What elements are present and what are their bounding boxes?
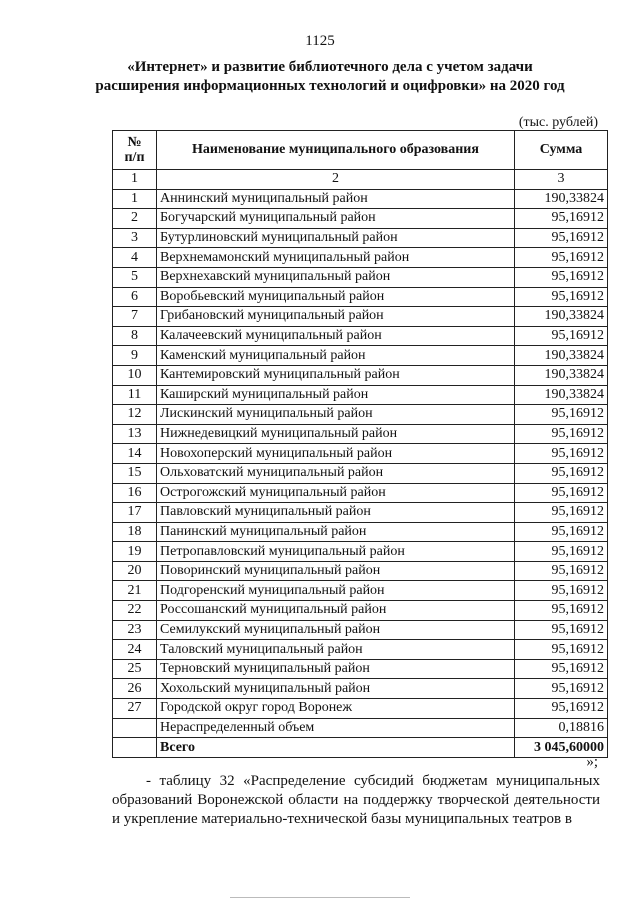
row-sum-cell: 95,16912 [515,503,608,523]
column-index-row [113,170,608,190]
row-sum-cell: 95,16912 [515,601,608,621]
row-name-cell: Нижнедевицкий муниципальный район [157,424,515,444]
table-row [113,287,608,307]
row-number-cell: 2 [113,209,157,229]
row-name-cell: Верхнехавский муниципальный район [157,267,515,287]
heading-line-2: расширения информационных технологий и оцифровки» на 2020 год [95,78,565,94]
table-header-row [113,131,608,170]
row-number-cell: 25 [113,659,157,679]
total-sum-cell: 3 045,60000 [515,738,608,758]
table-row [113,620,608,640]
table-row [113,561,608,581]
row-name-cell: Новохоперский муниципальный район [157,444,515,464]
total-label-cell: Всего [157,738,515,758]
row-sum-cell: 190,33824 [515,365,608,385]
row-sum-cell: 95,16912 [515,424,608,444]
table-row [113,424,608,444]
row-sum-cell: 95,16912 [515,463,608,483]
row-number-cell: 5 [113,267,157,287]
row-sum-cell: 95,16912 [515,248,608,268]
row-sum-cell: 95,16912 [515,640,608,660]
row-number-cell: 17 [113,503,157,523]
row-sum-cell: 95,16912 [515,561,608,581]
row-number-cell [113,718,157,738]
table-row [113,365,608,385]
row-name-cell: Подгоренский муниципальный район [157,581,515,601]
divider [230,897,410,898]
row-sum-cell: 95,16912 [515,483,608,503]
closing-mark: »; [586,754,598,770]
row-sum-cell: 190,33824 [515,346,608,366]
header-name: Наименование муниципального образования [157,131,515,170]
row-number-cell: 22 [113,601,157,621]
row-name-cell: Каширский муниципальный район [157,385,515,405]
row-number-cell: 24 [113,640,157,660]
row-number-cell: 8 [113,326,157,346]
table-row [113,228,608,248]
table-row [113,248,608,268]
table-body [113,170,608,758]
table-row [113,405,608,425]
row-sum-cell: 95,16912 [515,267,608,287]
table-row [113,463,608,483]
header-number-line-2: п/п [124,150,145,165]
row-number-cell: 12 [113,405,157,425]
row-sum-cell: 190,33824 [515,307,608,327]
row-number-cell: 19 [113,542,157,562]
column-index-cell: 1 [113,170,157,190]
row-number-cell: 4 [113,248,157,268]
row-number-cell: 13 [113,424,157,444]
row-number-cell: 15 [113,463,157,483]
table-row [113,659,608,679]
row-name-cell: Павловский муниципальный район [157,503,515,523]
row-sum-cell: 95,16912 [515,699,608,719]
row-name-cell: Острогожский муниципальный район [157,483,515,503]
row-number-cell: 9 [113,346,157,366]
table-row [113,483,608,503]
row-number-cell: 3 [113,228,157,248]
row-sum-cell: 95,16912 [515,228,608,248]
row-sum-cell: 95,16912 [515,209,608,229]
row-number-cell: 1 [113,189,157,209]
table-row [113,640,608,660]
row-sum-cell: 95,16912 [515,444,608,464]
row-number-cell: 20 [113,561,157,581]
table-row [113,679,608,699]
row-number-cell: 23 [113,620,157,640]
row-name-cell: Верхнемамонский муниципальный район [157,248,515,268]
row-name-cell: Россошанский муниципальный район [157,601,515,621]
total-number-cell [113,738,157,758]
row-sum-cell: 95,16912 [515,522,608,542]
units-label: (тыс. рублей) [518,115,598,130]
row-name-cell: Нераспределенный объем [157,718,515,738]
row-sum-cell: 95,16912 [515,659,608,679]
row-sum-cell: 95,16912 [515,287,608,307]
row-number-cell: 11 [113,385,157,405]
row-sum-cell: 190,33824 [515,189,608,209]
header-sum: Сумма [515,131,608,170]
row-number-cell: 14 [113,444,157,464]
table-row [113,522,608,542]
row-number-cell: 16 [113,483,157,503]
table-row [113,581,608,601]
row-name-cell: Терновский муниципальный район [157,659,515,679]
table-row [113,307,608,327]
page-number: 1125 [305,33,335,49]
row-name-cell: Панинский муниципальный район [157,522,515,542]
allocation-table [112,130,608,758]
table-row [113,444,608,464]
table-row [113,503,608,523]
row-name-cell: Калачеевский муниципальный район [157,326,515,346]
heading-line-1: «Интернет» и развитие библиотечного дела с учетом задачи [127,59,533,75]
row-number-cell: 6 [113,287,157,307]
header-number-line-1: № [127,135,142,150]
row-name-cell: Богучарский муниципальный район [157,209,515,229]
row-name-cell: Поворинский муниципальный район [157,561,515,581]
row-name-cell: Хохольский муниципальный район [157,679,515,699]
row-name-cell: Грибановский муниципальный район [157,307,515,327]
row-name-cell: Ольховатский муниципальный район [157,463,515,483]
row-name-cell: Аннинский муниципальный район [157,189,515,209]
total-row [113,738,608,758]
table-row [113,385,608,405]
row-sum-cell: 95,16912 [515,581,608,601]
row-name-cell: Петропавловский муниципальный район [157,542,515,562]
table-row [113,699,608,719]
row-name-cell: Бутурлиновский муниципальный район [157,228,515,248]
body-paragraph: - таблицу 32 «Распределение субсидий бюджетам муниципальных образований Воронежской области на поддержку творческой деятельности и укрепление материально-технической базы муниципальных театров в [112,773,600,827]
row-sum-cell: 95,16912 [515,405,608,425]
row-sum-cell: 0,18816 [515,718,608,738]
row-name-cell: Кантемировский муниципальный район [157,365,515,385]
row-name-cell: Воробьевский муниципальный район [157,287,515,307]
row-name-cell: Таловский муниципальный район [157,640,515,660]
table-row [113,267,608,287]
row-number-cell: 18 [113,522,157,542]
row-name-cell: Лискинский муниципальный район [157,405,515,425]
table-row [113,542,608,562]
row-name-cell: Семилукский муниципальный район [157,620,515,640]
row-sum-cell: 95,16912 [515,679,608,699]
table-heading [60,58,600,96]
header-number [113,131,157,170]
table-row [113,326,608,346]
row-sum-cell: 95,16912 [515,326,608,346]
table-row [113,209,608,229]
row-number-cell: 10 [113,365,157,385]
row-number-cell: 27 [113,699,157,719]
row-sum-cell: 95,16912 [515,620,608,640]
column-index-cell: 3 [515,170,608,190]
table-row [113,189,608,209]
row-number-cell: 7 [113,307,157,327]
row-sum-cell: 95,16912 [515,542,608,562]
row-sum-cell: 190,33824 [515,385,608,405]
row-name-cell: Каменский муниципальный район [157,346,515,366]
table-row [113,718,608,738]
table-row [113,601,608,621]
row-name-cell: Городской округ город Воронеж [157,699,515,719]
column-index-cell: 2 [157,170,515,190]
table-row [113,346,608,366]
row-number-cell: 26 [113,679,157,699]
row-number-cell: 21 [113,581,157,601]
